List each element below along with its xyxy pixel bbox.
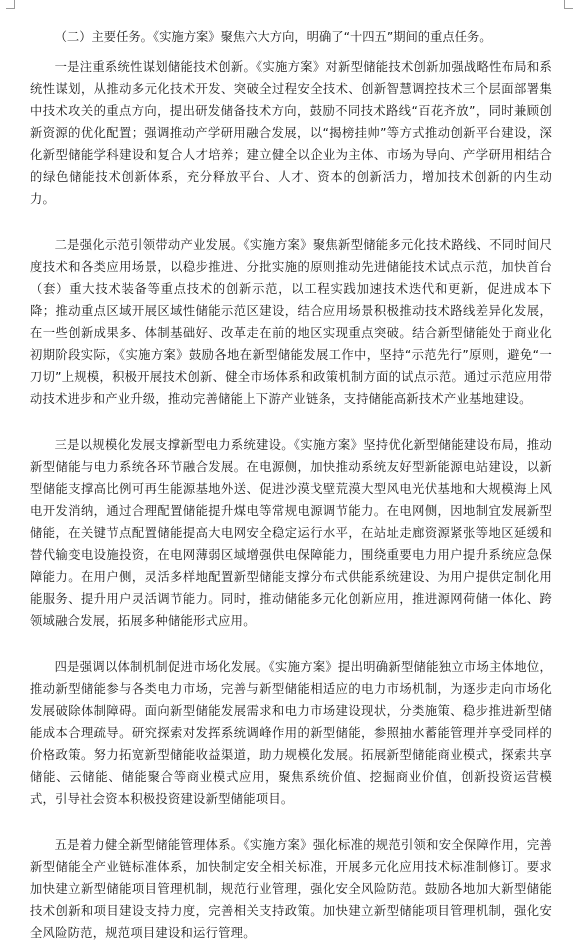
page-corner-mark-left (6, 0, 15, 9)
section-heading: （二）主要任务。《实施方案》聚焦六大方向，明确了“十四五”期间的重点任务。 (54, 30, 492, 44)
paragraph-power-system: 三是以规模化发展支撑新型电力系统建设。《实施方案》坚持优化新型储能建设布局，推动新型储能与电力系统各环节融合发展。在电源侧，加快推动系统友好型新能源电站建设，以新型储能支撑高比例可再生能源基地外送、促进沙漠戈壁荒漠大型风电光伏基地和大规模海上风电开发消纳，通过合理配置储能提升煤电等常规电源调节能力。在电网侧，因地制宜发展新型储能，在关键节点配置储能提高大电网安全稳定运行水平，在站址走廊资源紧张等地区延缓和替代输变电设施投资，在电网薄弱区域增强供电保障能力，围绕重要电力用户提升系统应急保障能力。在用户侧，灵活多样地配置新型储能支撑分布式供能系统建设、为用户提供定制化用能服务、提升用户灵活调节能力。同时，推动储能多元化创新应用，推进源网荷储一体化、跨领域融合发展，拓展多种储能形式应用。 (30, 438, 552, 628)
paragraph-market-mechanism: 四是强调以体制机制促进市场化发展。《实施方案》提出明确新型储能独立市场主体地位，推动新型储能参与各类电力市场，完善与新型储能相适应的电力市场机制，为逐步走向市场化发展破除体制障碍。面向新型储能发展需求和电力市场建设现状，分类施策、稳步推进新型储能成本合理疏导。研究探索对发挥系统调峰作用的新型储能，参照抽水蓄能管理并享受同样的价格政策。努力拓宽新型储能收益渠道，助力规模化发展。拓展新型储能商业模式，探索共享储能、云储能、储能聚合等商业模式应用，聚焦系统价值、挖掘商业价值，创新投资运营模式，引导社会资本积极投资建设新型储能项目。 (30, 660, 552, 806)
paragraph-tech-innovation: 一是注重系统性谋划储能技术创新。《实施方案》对新型储能技术创新加强战略性布局和系统性谋划，从推动多元化技术开发、突破全过程安全技术、创新智慧调控技术三个层面部署集中技术攻关的重点方向，提出研发储备技术方向，鼓励不同技术路线“百花齐放”，同时兼顾创新资源的优化配置；强调推动产学研用融合发展，以“揭榜挂帅”等方式推动创新平台建设，深化新型储能学科建设和复合人才培养；建立健全以企业为主体、市场为导向、产学研用相结合的绿色储能技术创新体系，充分释放平台、人才、资本的创新活力，增加技术创新的内生动力。 (30, 60, 552, 206)
paragraph-demonstration: 二是强化示范引领带动产业发展。《实施方案》聚焦新型储能多元化技术路线、不同时间尺度技术和各类应用场景，以稳步推进、分批实施的原则推动先进储能技术试点示范，加快首台（套）重大技术装备等重点技术的创新示范，以工程实践加速技术迭代和更新，促进成本下降；推动重点区域开展区域性储能示范区建设，结合应用场景积极推动技术路线差异化发展，在一些创新成果多、体制基础好、改革走在前的地区实现重点突破。结合新型储能处于商业化初期阶段实际，《实施方案》鼓励各地在新型储能发展工作中，坚持“示范先行”原则，避免“一刀切”上规模，积极开展技术创新、健全市场体系和政策机制方面的试点示范。通过示范应用带动技术进步和产业升级，推动完善储能上下游产业链条，支持储能高新技术产业基地建设。 (30, 238, 552, 406)
paragraph-management-system: 五是着力健全新型储能管理体系。《实施方案》强化标准的规范引领和安全保障作用，完善新型储能全产业链标准体系，加快制定安全相关标准，开展多元化应用技术标准制修订。要求加快建立新型储能项目管理机制，规范行业管理，强化安全风险防范。鼓励各地加大新型储能技术创新和项目建设支持力度，完善相关支持政策。加快建立新型储能项目管理机制，强化安全风险防范，规范项目建设和运行管理。 (30, 838, 552, 940)
document-page (30, 26, 552, 944)
page-corner-mark-right (564, 0, 573, 9)
